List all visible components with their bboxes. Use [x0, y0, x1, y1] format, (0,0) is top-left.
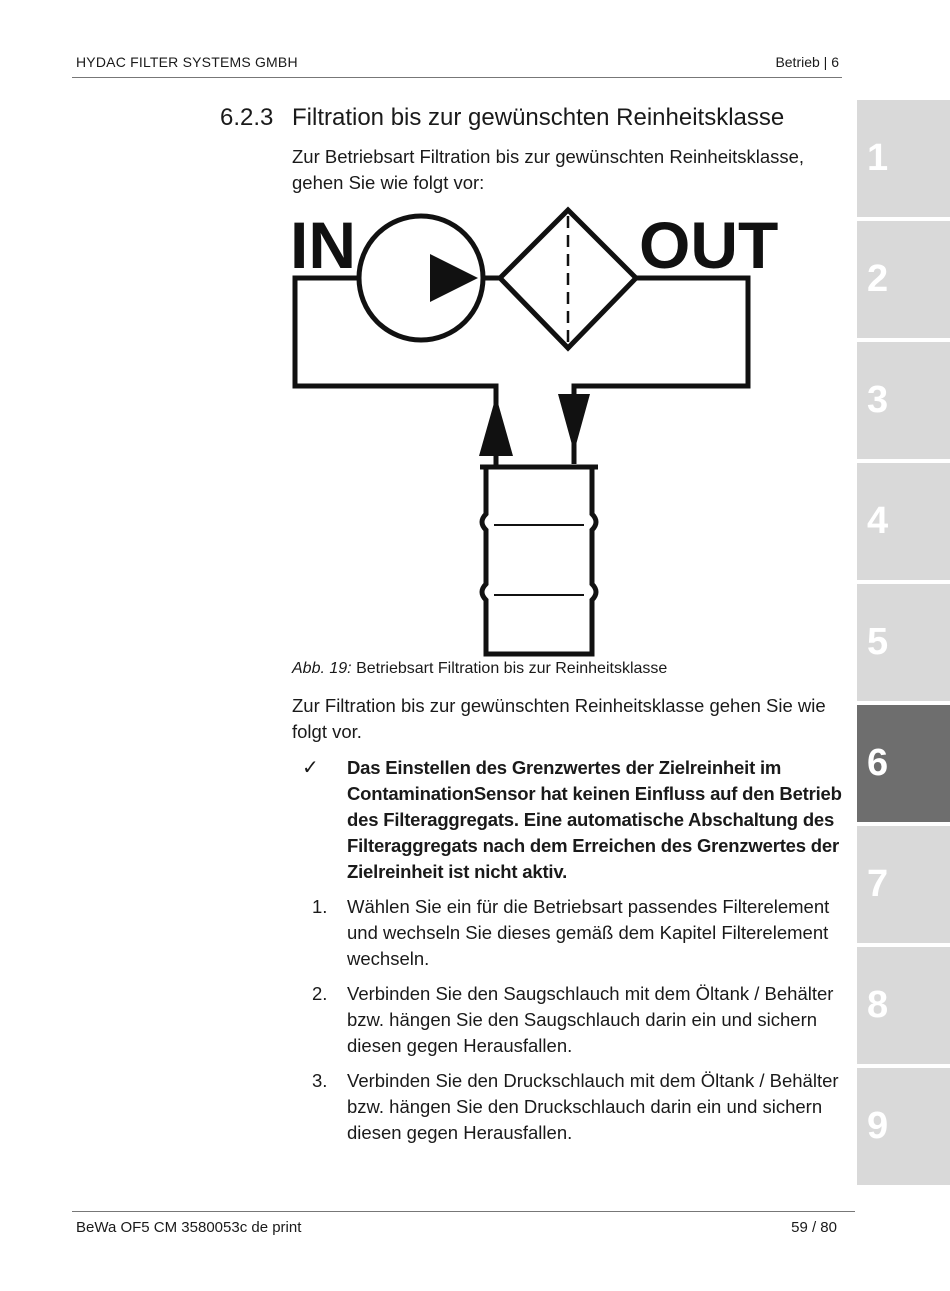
- footer-page-number: 59 / 80: [791, 1219, 837, 1236]
- step-text: Wählen Sie ein für die Betriebsart passendes Filterelement und wechseln Sie dieses gemäß dem Kapitel Filterelement wechseln.: [347, 896, 830, 969]
- header-chapter: Betrieb | 6: [775, 54, 839, 70]
- chapter-tab-7[interactable]: 7: [857, 826, 950, 943]
- chapter-tab-3[interactable]: 3: [857, 342, 950, 459]
- out-label: OUT: [639, 208, 779, 282]
- caption-prefix: Abb. 19:: [292, 660, 352, 677]
- body-paragraph: Zur Filtration bis zur gewünschten Reinheitsklasse gehen Sie wie folgt vor.: [292, 695, 826, 742]
- precondition-text: Das Einstellen des Grenzwertes der Zielreinheit im ContaminationSensor hat keinen Einfluss auf den Betrieb des Filteraggregats. Eine automatische Abschaltung des Filteraggregats nach dem Erreichen des Grenzwertes der Zielreinheit ist nicht aktiv.: [347, 757, 842, 882]
- filtration-diagram: [290, 202, 790, 662]
- chapter-tab-2[interactable]: 2: [857, 221, 950, 338]
- header-divider: [72, 77, 842, 78]
- in-label: IN: [290, 208, 356, 282]
- chapter-tab-6[interactable]: 6: [857, 705, 950, 822]
- suction-arrow: [479, 396, 513, 456]
- footer-divider: [72, 1211, 855, 1212]
- step-text: Verbinden Sie den Saugschlauch mit dem Öltank / Behälter bzw. hängen Sie den Saugschlauch darin ein und sichern diesen gegen Herausfallen.: [347, 983, 834, 1056]
- figure-caption: [292, 660, 667, 678]
- step-number: 3.: [312, 1070, 328, 1091]
- intro-text: Zur Betriebsart Filtration bis zur gewünschten Reinheitsklasse, gehen Sie wie folgt vor:: [292, 146, 805, 193]
- footer-document-id: BeWa OF5 CM 3580053c de print: [76, 1219, 302, 1236]
- chapter-tabs: [857, 100, 950, 1189]
- chapter-tab-9[interactable]: 9: [857, 1068, 950, 1185]
- return-arrow: [558, 394, 590, 452]
- chapter-tab-8[interactable]: 8: [857, 947, 950, 1064]
- step-number: 1.: [312, 896, 328, 917]
- chapter-tab-4[interactable]: 4: [857, 463, 950, 580]
- step-number: 2.: [312, 983, 328, 1004]
- chapter-tab-1[interactable]: 1: [857, 100, 950, 217]
- header-company: HYDAC FILTER SYSTEMS GMBH: [76, 54, 298, 70]
- tank-icon: [482, 467, 596, 654]
- checkmark-icon: ✓: [302, 757, 319, 779]
- step-text: Verbinden Sie den Druckschlauch mit dem Öltank / Behälter bzw. hängen Sie den Druckschlauch darin ein und sichern diesen gegen Herausfallen.: [347, 1070, 839, 1143]
- section-number: 6.2.3: [220, 104, 274, 131]
- caption-text: Betriebsart Filtration bis zur Reinheitsklasse: [356, 660, 668, 677]
- chapter-tab-5[interactable]: 5: [857, 584, 950, 701]
- section-title: Filtration bis zur gewünschten Reinheitsklasse: [292, 104, 785, 131]
